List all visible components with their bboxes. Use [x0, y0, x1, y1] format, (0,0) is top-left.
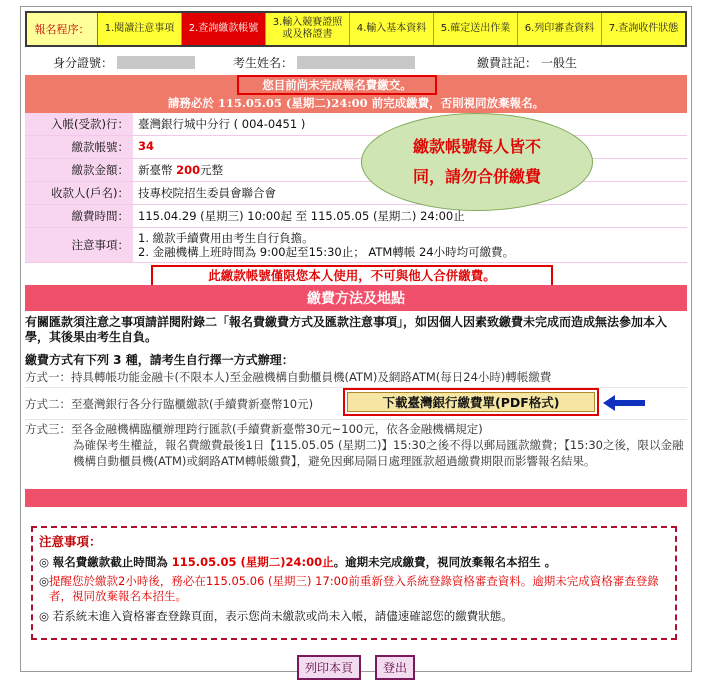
notes-label: 注意事項：	[25, 228, 133, 262]
period-label: 繳費時間：	[25, 205, 133, 227]
payee-label: 收款人(戶名)：	[25, 182, 133, 204]
notes-value	[133, 228, 687, 262]
amount-prefix: 新臺幣	[138, 163, 177, 177]
payee-value: 技專校院招生委員會聯合會	[133, 182, 687, 204]
steps-label: 報名程序：	[27, 13, 98, 45]
notice-item-3-text: 若系統未進入資格審查登錄頁面，表示您尚未繳款或尚未入帳，請儘速確認您的繳費狀態。	[52, 609, 513, 623]
action-buttons	[21, 655, 691, 680]
account-warning: 此繳款帳號僅限您本人使用，不可與他人合併繳費。	[151, 265, 553, 287]
id-label: 身分證號：	[53, 55, 114, 70]
steps-bar	[25, 11, 687, 47]
status-banner	[25, 75, 687, 113]
deadline-text: 請務必於 115.05.05 (星期二)24:00 前完成繳費，否則視同放棄報名。	[167, 96, 545, 110]
step-4[interactable]: 4.輸入基本資料	[350, 13, 434, 45]
account-number: 34	[138, 139, 155, 153]
amount-number: 200	[176, 163, 201, 177]
notice-item-3	[39, 608, 669, 624]
bank-label: 入帳(受款)行：	[25, 113, 133, 135]
bullet-icon: ◎	[39, 609, 53, 623]
notice-item-2-text: 提醒您於繳款2小時後，務必在115.05.06 (星期三) 17:00前重新登入系統登錄資格審查資料。逾期未完成資格審查登錄者，視同放棄報名本招生。	[49, 574, 659, 603]
payee-row	[25, 182, 687, 205]
account-label: 繳款帳號：	[25, 136, 133, 158]
notice-item-2	[39, 574, 669, 604]
arrow-left-icon	[603, 394, 647, 412]
bullet-icon: ◎	[39, 555, 53, 569]
payment-table	[25, 113, 687, 289]
page-frame	[20, 6, 692, 675]
notice-title: 注意事項：	[39, 534, 102, 549]
note-value: 一般生	[541, 55, 578, 70]
notes-row	[25, 228, 687, 263]
step-1[interactable]: 1.閱讀注意事項	[98, 13, 182, 45]
step-6[interactable]: 6.列印審查資料	[518, 13, 602, 45]
download-pdf-label: 下載臺灣銀行繳費單(PDF格式)	[347, 392, 595, 412]
step-5[interactable]: 5.確定送出作業	[434, 13, 518, 45]
notice-item-1-a: 報名費繳款截止時間為	[52, 555, 172, 569]
logout-button[interactable]: 登出	[375, 655, 415, 680]
name-redacted	[297, 56, 415, 69]
step-7[interactable]: 7.查詢收件狀態	[608, 23, 679, 34]
note-2: 2. 金融機構上班時間為 9:00起至15:30止； ATM轉帳 24小時均可繳費。	[138, 245, 515, 259]
method-3	[25, 421, 687, 485]
method-3-title: 方式三：至各金融機構臨櫃辦理跨行匯款(手續費新臺幣30元~100元，依各金融機構規定)	[25, 422, 483, 436]
applicant-info-row	[25, 51, 687, 73]
method-3-detail: 為確保考生權益，報名費繳費最後1日【115.05.05 (星期二)】15:30之後不得以郵局匯款繳費；【15:30之後，限以金融機構自動櫃員機(ATM)或網路ATM轉帳繳費】，避免因郵局隔日處理匯款超過繳費期限而影響報名結果。	[73, 438, 684, 468]
amount-label: 繳款金額：	[25, 159, 133, 181]
methods-title: 繳費方法及地點	[25, 285, 687, 311]
methods-footer-bar	[25, 489, 687, 507]
method-1: 方式一：持具轉帳功能金融卡(不限本人)至金融機構自動櫃員機(ATM)及網路ATM(每日24小時)轉帳繳費	[25, 369, 687, 388]
id-redacted	[117, 56, 195, 69]
note-1: 1. 繳款手續費用由考生自行負擔。	[138, 231, 314, 245]
methods-count: 繳費方式有下列 3 種，請考生自行擇一方式辦理：	[25, 353, 294, 367]
step-2-active[interactable]: 2.查詢繳款帳號	[182, 13, 266, 45]
notice-item-1-b: 115.05.05 (星期二)24:00止	[171, 555, 334, 569]
method-2: 方式二：至臺灣銀行各分行臨櫃繳款(手續費新臺幣10元)	[25, 391, 687, 420]
notice-item-1-c: 。逾期未完成繳費，視同放棄報名本招生 。	[333, 555, 557, 569]
methods-intro: 有關匯款須注意之事項請詳閱附錄二「報名費繳費方式及匯款注意事項」，如因個人因素致繳費未完成而造成無法參加本入學，其後果由考生自負。	[25, 315, 668, 344]
unpaid-notice: 您目前尚未完成報名費繳交。	[237, 75, 437, 95]
callout-bubble	[361, 113, 593, 211]
period-value: 115.04.29 (星期三) 10:00起 至 115.05.05 (星期二) 24:00止	[133, 205, 687, 227]
callout-line-1: 繳款帳號每人皆不	[412, 137, 541, 156]
notice-item-1	[39, 554, 669, 570]
amount-suffix: 元整	[200, 163, 224, 177]
bank-row	[25, 113, 687, 136]
print-button[interactable]: 列印本頁	[297, 655, 361, 680]
note-label: 繳費註記：	[477, 55, 538, 70]
bank-value: 臺灣銀行城中分行 ( 004-0451 )	[133, 113, 687, 135]
notice-box	[31, 526, 677, 640]
download-pdf-button[interactable]	[343, 388, 599, 416]
period-row	[25, 205, 687, 228]
name-label: 考生姓名：	[233, 55, 294, 70]
step-3[interactable]: 3.輸入競賽證照或及格證書	[266, 13, 350, 45]
callout-line-2: 同，請勿合併繳費	[412, 167, 541, 186]
bullet-icon: ◎	[39, 574, 50, 588]
